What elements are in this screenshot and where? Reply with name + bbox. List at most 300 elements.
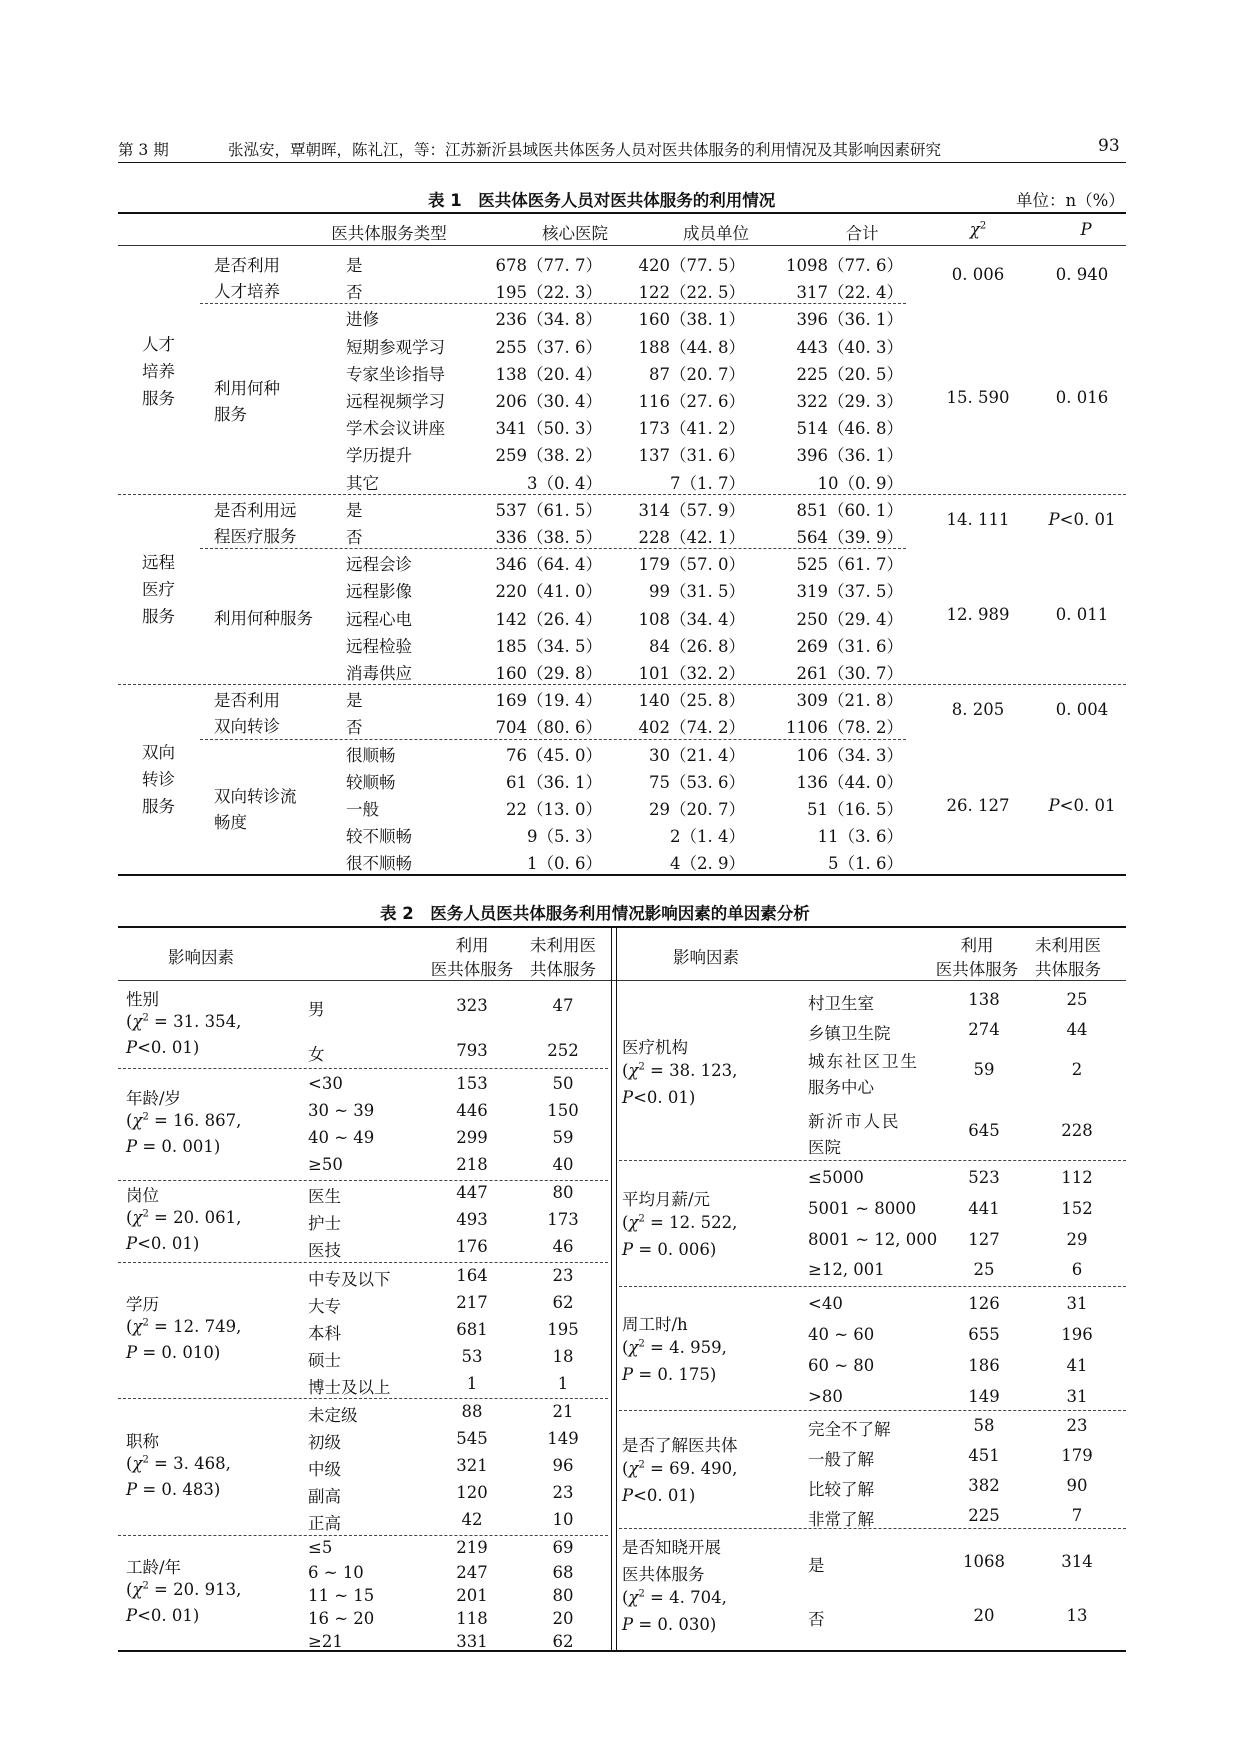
table2-level-label: 中专及以下: [308, 1270, 391, 1289]
table2-used-value: 58: [973, 1416, 995, 1435]
table1-group-label: 双向转诊流: [214, 786, 297, 806]
table1-total-value: 396（36. 1）: [796, 310, 903, 330]
table1-group-divider: [200, 739, 906, 740]
table2-factor-name: P = 0. 030): [622, 1615, 717, 1634]
table2-unused-header: 未利用医: [1035, 936, 1101, 955]
table2-used-value: 447: [456, 1183, 488, 1202]
table1-core-hospital-value: 336（38. 5）: [495, 528, 602, 547]
table1-total-value: 319（37. 5）: [796, 582, 903, 602]
table2-used-value: 186: [968, 1356, 1000, 1375]
table2-used-header: 利用: [455, 936, 489, 955]
table1-total-value: 396（36. 1）: [796, 446, 903, 466]
table1-core-hospital-value: 259（38. 2）: [495, 446, 602, 466]
table2-level-label: 新沂市人民: [808, 1112, 901, 1131]
table2-factor-name: 医共体服务: [622, 1565, 705, 1584]
table1-total-value: 51（16. 5）: [807, 800, 903, 819]
table2-factor-name: 平均月薪/元: [622, 1190, 711, 1209]
table2-factor-header: 影响因素: [168, 948, 234, 967]
table1-chi2-value: 0. 006: [951, 265, 1005, 285]
table1-core-hospital-value: 341（50. 3）: [495, 419, 602, 439]
table1-bottom-rule: [118, 874, 1126, 876]
table2-used-value: 645: [968, 1121, 1000, 1140]
table1-member-unit-value: 99（31. 5）: [649, 582, 745, 602]
table1-core-hospital-value: 9（5. 3）: [527, 827, 602, 847]
table2-used-value: 451: [968, 1446, 1000, 1465]
table2-factor-name: P = 0. 006): [622, 1240, 717, 1259]
table1-service-type: 是: [346, 256, 363, 275]
table2-factor-name: 医疗机构: [622, 1038, 688, 1057]
table2-factor-name: ($\chi^2 = 38$. 123,: [622, 1061, 738, 1080]
table2-unused-value: 6: [1071, 1260, 1083, 1279]
table2-unused-value: 149: [547, 1429, 579, 1448]
table2-unused-value: 31: [1066, 1294, 1088, 1313]
table2-level-label: 40 ~ 60: [808, 1325, 875, 1344]
table2-unused-value: 31: [1066, 1387, 1088, 1406]
table1-group-label: 服务: [214, 404, 247, 424]
table1-service-type: 较不顺畅: [346, 827, 412, 847]
table1-total-value: 1106（78. 2）: [786, 718, 903, 738]
table1-service-type: 远程会诊: [346, 555, 412, 575]
table2-used-value: 25: [973, 1260, 995, 1279]
table1-service-type: 短期参观学习: [346, 337, 445, 357]
table1-group-divider: [200, 303, 906, 304]
table2-unused-header: 共体服务: [530, 960, 596, 979]
table1-col-header: 核心医院: [542, 224, 608, 243]
table1-member-unit-value: 179（57. 0）: [638, 555, 745, 575]
table2-used-value: 120: [456, 1483, 488, 1502]
table1-total-value: 269（31. 6）: [796, 636, 903, 656]
table2-used-value: 323: [456, 996, 488, 1015]
table1-core-hospital-value: 220（41. 0）: [495, 582, 602, 602]
table2-factor-name: P<0. 01): [126, 1234, 200, 1253]
table1-service-type: 很不顺畅: [346, 854, 412, 874]
table1-service-type: 专家坐诊指导: [346, 364, 445, 384]
table1-member-unit-value: 29（20. 7）: [649, 800, 745, 819]
table2-level-label: 是: [808, 1556, 825, 1575]
table2-used-value: 138: [968, 990, 1000, 1009]
table2-used-value: 127: [968, 1230, 1000, 1249]
table2-level-label: <40: [808, 1294, 843, 1313]
table1-total-value: 564（39. 9）: [796, 528, 903, 547]
table2-level-label: ≥50: [308, 1155, 343, 1174]
table1-total-value: 525（61. 7）: [796, 555, 903, 575]
table2-used-header: 利用: [960, 936, 994, 955]
table2-unused-value: 40: [552, 1155, 574, 1174]
table2-unused-value: 23: [552, 1483, 574, 1502]
table1-service-type: 较顺畅: [346, 772, 396, 792]
table2-unused-value: 314: [1061, 1552, 1093, 1571]
table2-used-value: 274: [968, 1020, 1000, 1039]
table1-member-unit-value: 116（27. 6）: [638, 392, 745, 411]
table1-member-unit-value: 2（1. 4）: [670, 827, 745, 847]
table1-section-name: 转诊: [142, 770, 175, 790]
table2-used-value: 523: [968, 1168, 1000, 1187]
table2-factor-name: 岗位: [126, 1186, 159, 1205]
table2-level-label: 60 ~ 80: [808, 1356, 875, 1375]
table2-used-value: 331: [456, 1632, 488, 1651]
table2-level-label: 40 ~ 49: [308, 1128, 375, 1147]
table2-level-label: ≥21: [308, 1632, 343, 1651]
table2-factor-name: ($\chi^2 = 20$. 913,: [126, 1579, 242, 1599]
table1-p-value: 0. 940: [1055, 265, 1109, 285]
table2-factor-name: P = 0. 483): [126, 1479, 221, 1499]
table1-core-hospital-value: 678（77. 7）: [495, 256, 602, 275]
table1-col-header: 医共体服务类型: [331, 224, 447, 243]
table2-factor-name: ($\chi^2 = 31$. 354,: [126, 1012, 242, 1031]
table1-core-hospital-value: 61（36. 1）: [506, 772, 602, 792]
table2-unused-value: 152: [1061, 1199, 1093, 1218]
table1-total-value: 322（29. 3）: [796, 392, 903, 411]
table2-level-label: ≤5: [308, 1538, 333, 1557]
table2-level-label: 16 ~ 20: [308, 1609, 375, 1628]
table1-section-name: 医疗: [142, 580, 175, 599]
table1-member-unit-value: 7（1. 7）: [670, 473, 745, 493]
table2-unused-value: 195: [547, 1320, 579, 1339]
table2-unused-value: 18: [552, 1347, 574, 1366]
table1-member-unit-value: 173（41. 2）: [638, 419, 745, 439]
table1-chi2-value: 26. 127: [946, 795, 1010, 815]
table1-service-type: 学术会议讲座: [346, 419, 445, 439]
table1-group-label: 利用何种服务: [214, 609, 313, 629]
table2-unused-value: 1: [557, 1374, 569, 1393]
table1-service-type: 学历提升: [346, 446, 412, 466]
table2-level-label: 护士: [308, 1214, 341, 1233]
table2-header-rule: [118, 980, 1126, 981]
table2-level-label: 村卫生室: [808, 994, 874, 1013]
table2-level-label: 一般了解: [808, 1450, 874, 1469]
table1-col-header: 合计: [845, 224, 879, 243]
table1-total-value: 225（20. 5）: [796, 364, 903, 384]
table1-total-value: 10（0. 9）: [817, 473, 903, 493]
table2-factor-name: P<0. 01): [126, 1038, 200, 1057]
table2-level-label: 大专: [308, 1297, 341, 1316]
table1-section-name: 服务: [142, 389, 175, 409]
table1-service-type: 进修: [346, 310, 379, 330]
table2-factor-name: ($\chi^2 = 16$. 867,: [126, 1111, 242, 1130]
table2-used-value: 164: [456, 1266, 488, 1285]
table2-level-label: 否: [808, 1610, 825, 1629]
table1-service-type: 一般: [346, 800, 379, 819]
table2-used-value: 299: [456, 1128, 488, 1147]
table1-total-value: 5（1. 6）: [828, 854, 903, 874]
table2-level-label: 博士及以上: [308, 1378, 391, 1397]
table1-total-value: 443（40. 3）: [796, 337, 903, 357]
table2-used-value: 441: [968, 1199, 1000, 1218]
table2-used-value: 88: [461, 1402, 483, 1421]
table2-used-value: 655: [968, 1325, 1000, 1344]
table1-member-unit-value: 228（42. 1）: [638, 528, 745, 547]
table2-unused-value: 173: [547, 1210, 579, 1229]
table2-level-label: 完全不了解: [808, 1420, 891, 1439]
table1-col-header: 成员单位: [683, 224, 749, 243]
page-number: 93: [1098, 136, 1120, 156]
table1-group-label: 双向转诊: [214, 717, 280, 737]
table2-factor-name: 周工时/h: [622, 1315, 688, 1334]
table1-member-unit-value: 402（74. 2）: [638, 718, 745, 738]
table2-unused-value: 68: [552, 1563, 574, 1582]
table1-member-unit-value: 140（25. 8）: [638, 691, 745, 711]
table2-factor-name: ($\chi^2 = 12$. 749,: [126, 1317, 242, 1336]
table1-service-type: 远程影像: [346, 582, 412, 602]
table1-total-value: 250（29. 4）: [796, 609, 903, 629]
table2-factor-name: ($\chi^2 = 12$. 522,: [622, 1213, 738, 1232]
table2-unused-header: 共体服务: [1035, 960, 1101, 979]
table2-level-label: 30 ~ 39: [308, 1101, 375, 1120]
table1-section-name: 人才: [142, 335, 175, 355]
table1-member-unit-value: 87（20. 7）: [649, 364, 745, 384]
table1-core-hospital-value: 195（22. 3）: [495, 283, 602, 303]
table2-level-label: 6 ~ 10: [308, 1563, 364, 1582]
table2-factor-name: 是否知晓开展: [622, 1538, 721, 1557]
table1-header-rule: [118, 245, 1126, 246]
table2-unused-value: 80: [552, 1586, 574, 1605]
table1-chi2-value: 8. 205: [951, 700, 1005, 720]
table1-group-label: 是否利用: [214, 691, 280, 711]
table1-section-divider: [118, 684, 1126, 685]
table2-used-value: 681: [456, 1320, 488, 1339]
table1-core-hospital-value: 346（64. 4）: [495, 555, 602, 575]
table1-section-name: 培养: [142, 362, 175, 382]
table1-chi2-value: 14. 111: [946, 510, 1010, 529]
table1-core-hospital-value: 169（19. 4）: [495, 691, 602, 711]
table2-unused-value: 90: [1066, 1476, 1088, 1495]
table1-section-name: 服务: [142, 607, 175, 626]
table2-left-block-divider: [118, 1535, 608, 1536]
table1-member-unit-value: 84（26. 8）: [649, 636, 745, 656]
table1-section-name: 服务: [142, 797, 175, 817]
table2-used-value: 176: [456, 1237, 488, 1256]
table2-unused-value: 44: [1066, 1020, 1088, 1039]
table1-member-unit-value: 101（32. 2）: [638, 664, 745, 683]
table2-unused-value: 23: [1066, 1416, 1088, 1435]
table2-used-value: 118: [456, 1609, 488, 1628]
table1-core-hospital-value: 3（0. 4）: [527, 473, 602, 493]
table1-service-type: 消毒供应: [346, 664, 412, 683]
table2-unused-value: 29: [1066, 1230, 1088, 1249]
table2-unused-value: 228: [1061, 1121, 1093, 1140]
table2-level-label: 城东社区卫生: [808, 1052, 919, 1071]
table2-unused-value: 62: [552, 1293, 574, 1312]
table1-member-unit-value: 108（34. 4）: [638, 609, 745, 629]
table2-used-value: 218: [456, 1155, 488, 1174]
table1-unit: 单位：n（%）: [1016, 191, 1125, 210]
table1-group-label: 是否利用远: [214, 501, 297, 520]
table2-unused-value: 112: [1061, 1168, 1093, 1187]
table2-left-block-divider: [118, 1068, 608, 1069]
table2-unused-value: 179: [1061, 1446, 1093, 1465]
table2-unused-value: 20: [552, 1609, 574, 1628]
table1-service-type: 是: [346, 500, 363, 520]
table2-factor-name: 年龄/岁: [126, 1089, 182, 1108]
table1-top-rule: [118, 212, 1126, 214]
table2-factor-name: P = 0. 010): [126, 1343, 221, 1362]
table2-used-value: 219: [456, 1538, 488, 1557]
table1-core-hospital-value: 142（26. 4）: [495, 609, 602, 629]
table1-p-value: 0. 004: [1055, 700, 1109, 720]
table1-service-type: 其它: [346, 473, 379, 493]
table2-factor-name: ($\chi^2 = 20$. 061,: [126, 1208, 242, 1227]
table1-chi2-value: 12. 989: [946, 605, 1010, 625]
table2-level-label: 乡镇卫生院: [808, 1024, 891, 1043]
table2-level-label: 8001 ~ 12, 000: [808, 1230, 938, 1249]
table2-used-value: 247: [456, 1563, 488, 1582]
table2-factor-name: ($\chi^2 = 3$. 468,: [126, 1453, 231, 1473]
table1-member-unit-value: 188（44. 8）: [638, 337, 745, 357]
table2-used-value: 217: [456, 1293, 488, 1312]
table2-unused-value: 59: [552, 1128, 574, 1147]
table2-column-divider: [611, 926, 612, 1650]
issue-number: 第 3 期: [118, 141, 169, 159]
table2-unused-value: 41: [1066, 1356, 1088, 1375]
table1-core-hospital-value: 138（20. 4）: [495, 364, 602, 384]
table1-service-type: 否: [346, 718, 363, 738]
table2-factor-name: 工龄/年: [126, 1557, 182, 1577]
table2-used-value: 126: [968, 1294, 1000, 1313]
table2-level-label: 正高: [308, 1514, 341, 1533]
table2-level-label: 11 ~ 15: [308, 1586, 375, 1605]
table1-member-unit-value: 4（2. 9）: [670, 854, 745, 874]
table1-group-label: 是否利用: [214, 256, 280, 276]
table1-section-name: 远程: [142, 553, 175, 572]
table2-unused-value: 69: [552, 1538, 574, 1557]
table2-unused-value: 46: [552, 1237, 574, 1256]
table2-level-label: 未定级: [308, 1406, 358, 1425]
table1-chi2-value: 15. 590: [946, 387, 1010, 407]
table1-p-value: 0. 011: [1055, 605, 1109, 625]
table1-service-type: 否: [346, 528, 363, 547]
table1-p-value: P<0. 01: [1048, 510, 1116, 529]
table1-core-hospital-value: 185（34. 5）: [495, 636, 602, 656]
table2-unused-value: 96: [552, 1456, 574, 1475]
table1-total-value: 514（46. 8）: [796, 419, 903, 439]
table2-unused-value: 252: [547, 1041, 579, 1060]
table2-level-label: ≤5000: [808, 1168, 864, 1187]
table2-used-value: 1068: [963, 1552, 1005, 1571]
table2-used-value: 793: [456, 1041, 488, 1060]
table1-group-label: 畅度: [214, 812, 247, 832]
table2-level-label: 副高: [308, 1487, 341, 1506]
table1-core-hospital-value: 22（13. 0）: [506, 800, 602, 819]
table1-p-value: 0. 016: [1055, 387, 1109, 407]
table1-section-name: 双向: [142, 743, 175, 763]
table2-unused-value: 150: [547, 1101, 579, 1120]
table2-level-label: ≥12, 001: [808, 1260, 885, 1279]
table2-unused-value: 10: [552, 1510, 574, 1529]
table2-used-value: 321: [456, 1456, 488, 1475]
table2-used-value: 42: [461, 1510, 483, 1529]
table2-unused-value: 62: [552, 1632, 574, 1651]
table2-top-rule: [118, 926, 1126, 928]
table2-unused-value: 2: [1071, 1060, 1083, 1079]
table2-level-label: <30: [308, 1074, 343, 1093]
table2-used-header: 医共体服务: [430, 960, 514, 979]
table1-total-value: 851（60. 1）: [796, 500, 903, 520]
table2-left-block-divider: [118, 1262, 608, 1263]
table2-left-block-divider: [118, 1180, 608, 1181]
table1-group-divider: [200, 548, 906, 549]
table2-factor-name: P<0. 01): [126, 1605, 200, 1625]
table1-section-divider: [118, 494, 1126, 495]
table2-factor-name: ($\chi^2 = 4$. 704,: [622, 1588, 727, 1607]
table2-factor-name: ($\chi^2 = 4$. 959,: [622, 1338, 727, 1357]
table1-total-value: 261（30. 7）: [796, 664, 903, 683]
table2-level-label: 初级: [308, 1433, 341, 1452]
table1-caption: 表 1 医共体医务人员对医共体服务的利用情况: [428, 191, 776, 210]
table2-used-value: 20: [973, 1606, 995, 1625]
table1-core-hospital-value: 704（80. 6）: [495, 718, 602, 738]
table1-total-value: 136（44. 0）: [796, 772, 903, 792]
table2-factor-name: 性别: [126, 990, 159, 1009]
header-rule: [118, 162, 1126, 163]
table1-core-hospital-value: 1（0. 6）: [527, 854, 602, 874]
table1-member-unit-value: 420（77. 5）: [638, 256, 745, 275]
table2-level-label: 女: [308, 1045, 325, 1064]
table1-total-value: 1098（77. 6）: [786, 256, 903, 275]
table1-total-value: 11（3. 6）: [817, 827, 903, 847]
table1-total-value: 309（21. 8）: [796, 691, 903, 711]
table2-level-label: 医院: [808, 1138, 841, 1157]
table2-used-value: 149: [968, 1387, 1000, 1406]
table2-right-block-divider: [619, 1286, 1126, 1287]
table2-level-label: 医生: [308, 1187, 341, 1206]
table2-level-label: 硕士: [308, 1351, 341, 1370]
table2-level-label: 非常了解: [808, 1510, 874, 1529]
table2-factor-name: 是否了解医共体: [622, 1436, 738, 1455]
table1-core-hospital-value: 255（37. 6）: [495, 337, 602, 357]
table2-factor-header: 影响因素: [673, 948, 739, 967]
table1-member-unit-value: 314（57. 9）: [638, 500, 745, 520]
table1-col-header: $\chi^2$: [969, 220, 987, 239]
table2-used-value: 545: [456, 1429, 488, 1448]
table1-total-value: 317（22. 4）: [796, 283, 903, 303]
table1-p-value: P<0. 01: [1048, 795, 1116, 815]
table1-core-hospital-value: 537（61. 5）: [495, 500, 602, 520]
table2-factor-name: ($\chi^2 = 69$. 490,: [622, 1459, 738, 1478]
table1-group-label: 程医疗服务: [214, 527, 297, 546]
table1-total-value: 106（34. 3）: [796, 745, 903, 765]
table2-level-label: 男: [308, 1000, 325, 1019]
table2-used-value: 59: [973, 1060, 995, 1079]
table2-used-value: 493: [456, 1210, 488, 1229]
table2-right-block-divider: [619, 1528, 1126, 1529]
table2-used-value: 446: [456, 1101, 488, 1120]
table2-left-block-divider: [118, 1398, 608, 1399]
table2-level-label: 中级: [308, 1460, 341, 1479]
table2-unused-value: 21: [552, 1402, 574, 1421]
table2-right-block-divider: [619, 1410, 1126, 1411]
table2-level-label: 服务中心: [808, 1078, 874, 1097]
table2-factor-name: P = 0. 175): [622, 1365, 717, 1384]
table1-service-type: 远程视频学习: [346, 392, 445, 411]
table2-unused-header: 未利用医: [530, 936, 596, 955]
table2-bottom-rule: [118, 1650, 1126, 1652]
table2-used-value: 382: [968, 1476, 1000, 1495]
table2-right-block-divider: [619, 1160, 1126, 1161]
table2-unused-value: 50: [552, 1074, 574, 1093]
table1-service-type: 是: [346, 691, 363, 711]
table1-group-label: 人才培养: [214, 282, 280, 302]
table1-service-type: 否: [346, 283, 363, 303]
table2-level-label: 5001 ~ 8000: [808, 1199, 917, 1218]
table2-unused-value: 196: [1061, 1325, 1093, 1344]
table2-unused-value: 47: [552, 996, 574, 1015]
table2-level-label: 医技: [308, 1241, 341, 1260]
table2-used-header: 医共体服务: [935, 960, 1019, 979]
table2-level-label: 比较了解: [808, 1480, 874, 1499]
table1-group-label: 利用何种: [214, 378, 280, 398]
table2-unused-value: 80: [552, 1183, 574, 1202]
table2-unused-value: 13: [1066, 1606, 1088, 1625]
